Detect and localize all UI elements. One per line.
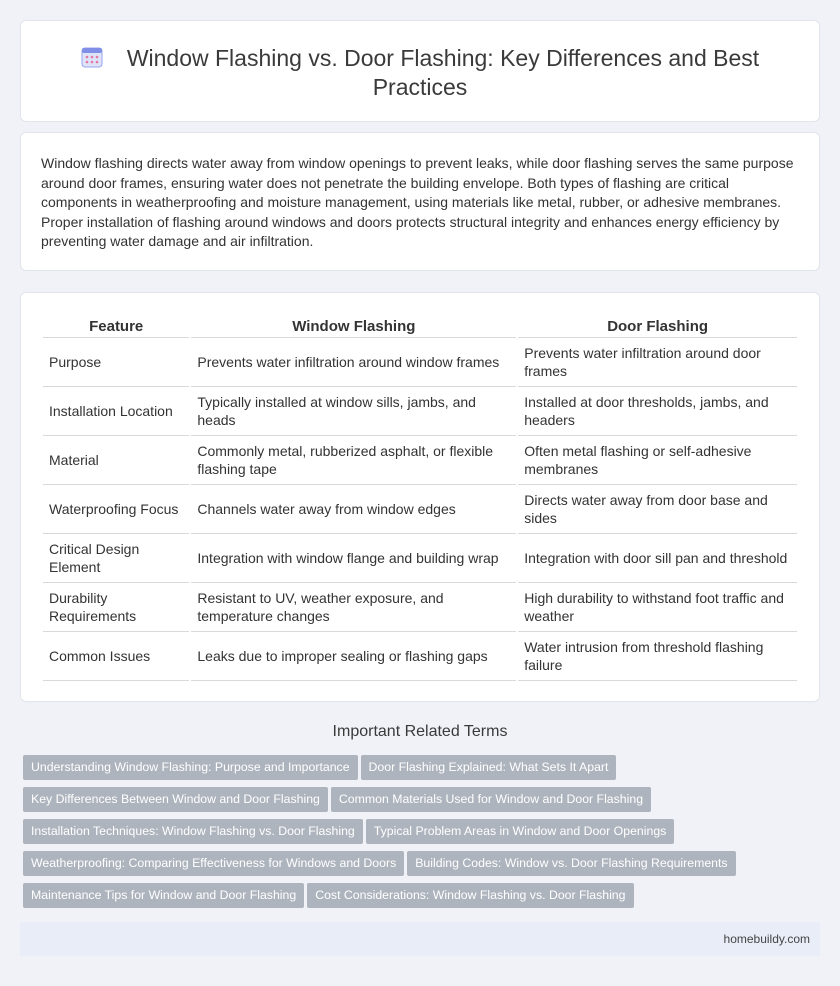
intro-card bbox=[20, 132, 820, 271]
window-cell: Leaks due to improper sealing or flashing gaps bbox=[191, 632, 516, 681]
header-door-flashing: Door Flashing bbox=[518, 315, 797, 338]
related-term-tag[interactable]: Building Codes: Window vs. Door Flashing Requirements bbox=[407, 851, 735, 876]
door-cell: High durability to withstand foot traffic and weather bbox=[518, 583, 797, 632]
table-row bbox=[43, 632, 797, 681]
door-cell: Prevents water infiltration around door frames bbox=[518, 338, 797, 387]
window-cell: Commonly metal, rubberized asphalt, or flexible flashing tape bbox=[191, 436, 516, 485]
table-row bbox=[43, 534, 797, 583]
tag-row bbox=[23, 851, 803, 883]
header-card bbox=[20, 20, 820, 122]
related-term-tag[interactable]: Maintenance Tips for Window and Door Flashing bbox=[23, 883, 304, 908]
feature-cell: Purpose bbox=[43, 338, 189, 387]
related-term-tag[interactable]: Key Differences Between Window and Door Flashing bbox=[23, 787, 328, 812]
table-row bbox=[43, 583, 797, 632]
header-feature: Feature bbox=[43, 315, 189, 338]
table-row bbox=[43, 338, 797, 387]
door-cell: Water intrusion from threshold flashing failure bbox=[518, 632, 797, 681]
related-term-tag[interactable]: Weatherproofing: Comparing Effectiveness for Windows and Doors bbox=[23, 851, 404, 876]
page-title-wrap bbox=[61, 44, 779, 102]
door-cell: Directs water away from door base and sides bbox=[518, 485, 797, 534]
feature-cell: Common Issues bbox=[43, 632, 189, 681]
page-title: Window Flashing vs. Door Flashing: Key Differences and Best Practices bbox=[126, 45, 760, 100]
related-term-tag[interactable]: Understanding Window Flashing: Purpose and Importance bbox=[23, 755, 358, 780]
related-term-tag[interactable]: Installation Techniques: Window Flashing vs. Door Flashing bbox=[23, 819, 363, 844]
feature-cell: Material bbox=[43, 436, 189, 485]
window-cell: Typically installed at window sills, jambs, and heads bbox=[191, 387, 516, 436]
window-cell: Resistant to UV, weather exposure, and temperature changes bbox=[191, 583, 516, 632]
feature-cell: Waterproofing Focus bbox=[43, 485, 189, 534]
tag-row bbox=[23, 787, 803, 819]
table-row bbox=[43, 436, 797, 485]
footer bbox=[20, 922, 820, 956]
related-terms-heading: Important Related Terms bbox=[332, 723, 508, 740]
table-row bbox=[43, 387, 797, 436]
window-cell: Prevents water infiltration around window frames bbox=[191, 338, 516, 387]
related-term-tag[interactable]: Cost Considerations: Window Flashing vs. Door Flashing bbox=[307, 883, 633, 908]
related-terms-list bbox=[23, 755, 803, 915]
header-window-flashing: Window Flashing bbox=[191, 315, 516, 338]
table-row bbox=[43, 485, 797, 534]
feature-cell: Durability Requirements bbox=[43, 583, 189, 632]
related-term-tag[interactable]: Door Flashing Explained: What Sets It Apart bbox=[361, 755, 617, 780]
window-cell: Channels water away from window edges bbox=[191, 485, 516, 534]
comparison-table bbox=[41, 315, 799, 681]
site-name[interactable]: homebuildy.com bbox=[723, 932, 810, 946]
tag-row bbox=[23, 819, 803, 851]
feature-cell: Critical Design Element bbox=[43, 534, 189, 583]
window-cell: Integration with window flange and building wrap bbox=[191, 534, 516, 583]
calendar-grid-icon bbox=[81, 46, 103, 68]
tag-row bbox=[23, 883, 803, 915]
related-term-tag[interactable]: Typical Problem Areas in Window and Door Openings bbox=[366, 819, 675, 844]
door-cell: Often metal flashing or self-adhesive membranes bbox=[518, 436, 797, 485]
feature-cell: Installation Location bbox=[43, 387, 189, 436]
intro-paragraph: Window flashing directs water away from window openings to prevent leaks, while door flashing serves the same purpose around door frames, ensuring water does not penetrate the building envelope. Both types of flashing are critical components in weatherproofing and moisture management, using materials like metal, rubber, or adhesive membranes. Proper installation of flashing around windows and doors protects structural integrity and enhances energy efficiency by preventing water damage and air infiltration. bbox=[41, 155, 794, 250]
door-cell: Integration with door sill pan and threshold bbox=[518, 534, 797, 583]
door-cell: Installed at door thresholds, jambs, and headers bbox=[518, 387, 797, 436]
tag-row bbox=[23, 755, 803, 787]
comparison-table-card bbox=[20, 292, 820, 702]
related-term-tag[interactable]: Common Materials Used for Window and Door Flashing bbox=[331, 787, 651, 812]
table-header-row bbox=[43, 315, 797, 338]
